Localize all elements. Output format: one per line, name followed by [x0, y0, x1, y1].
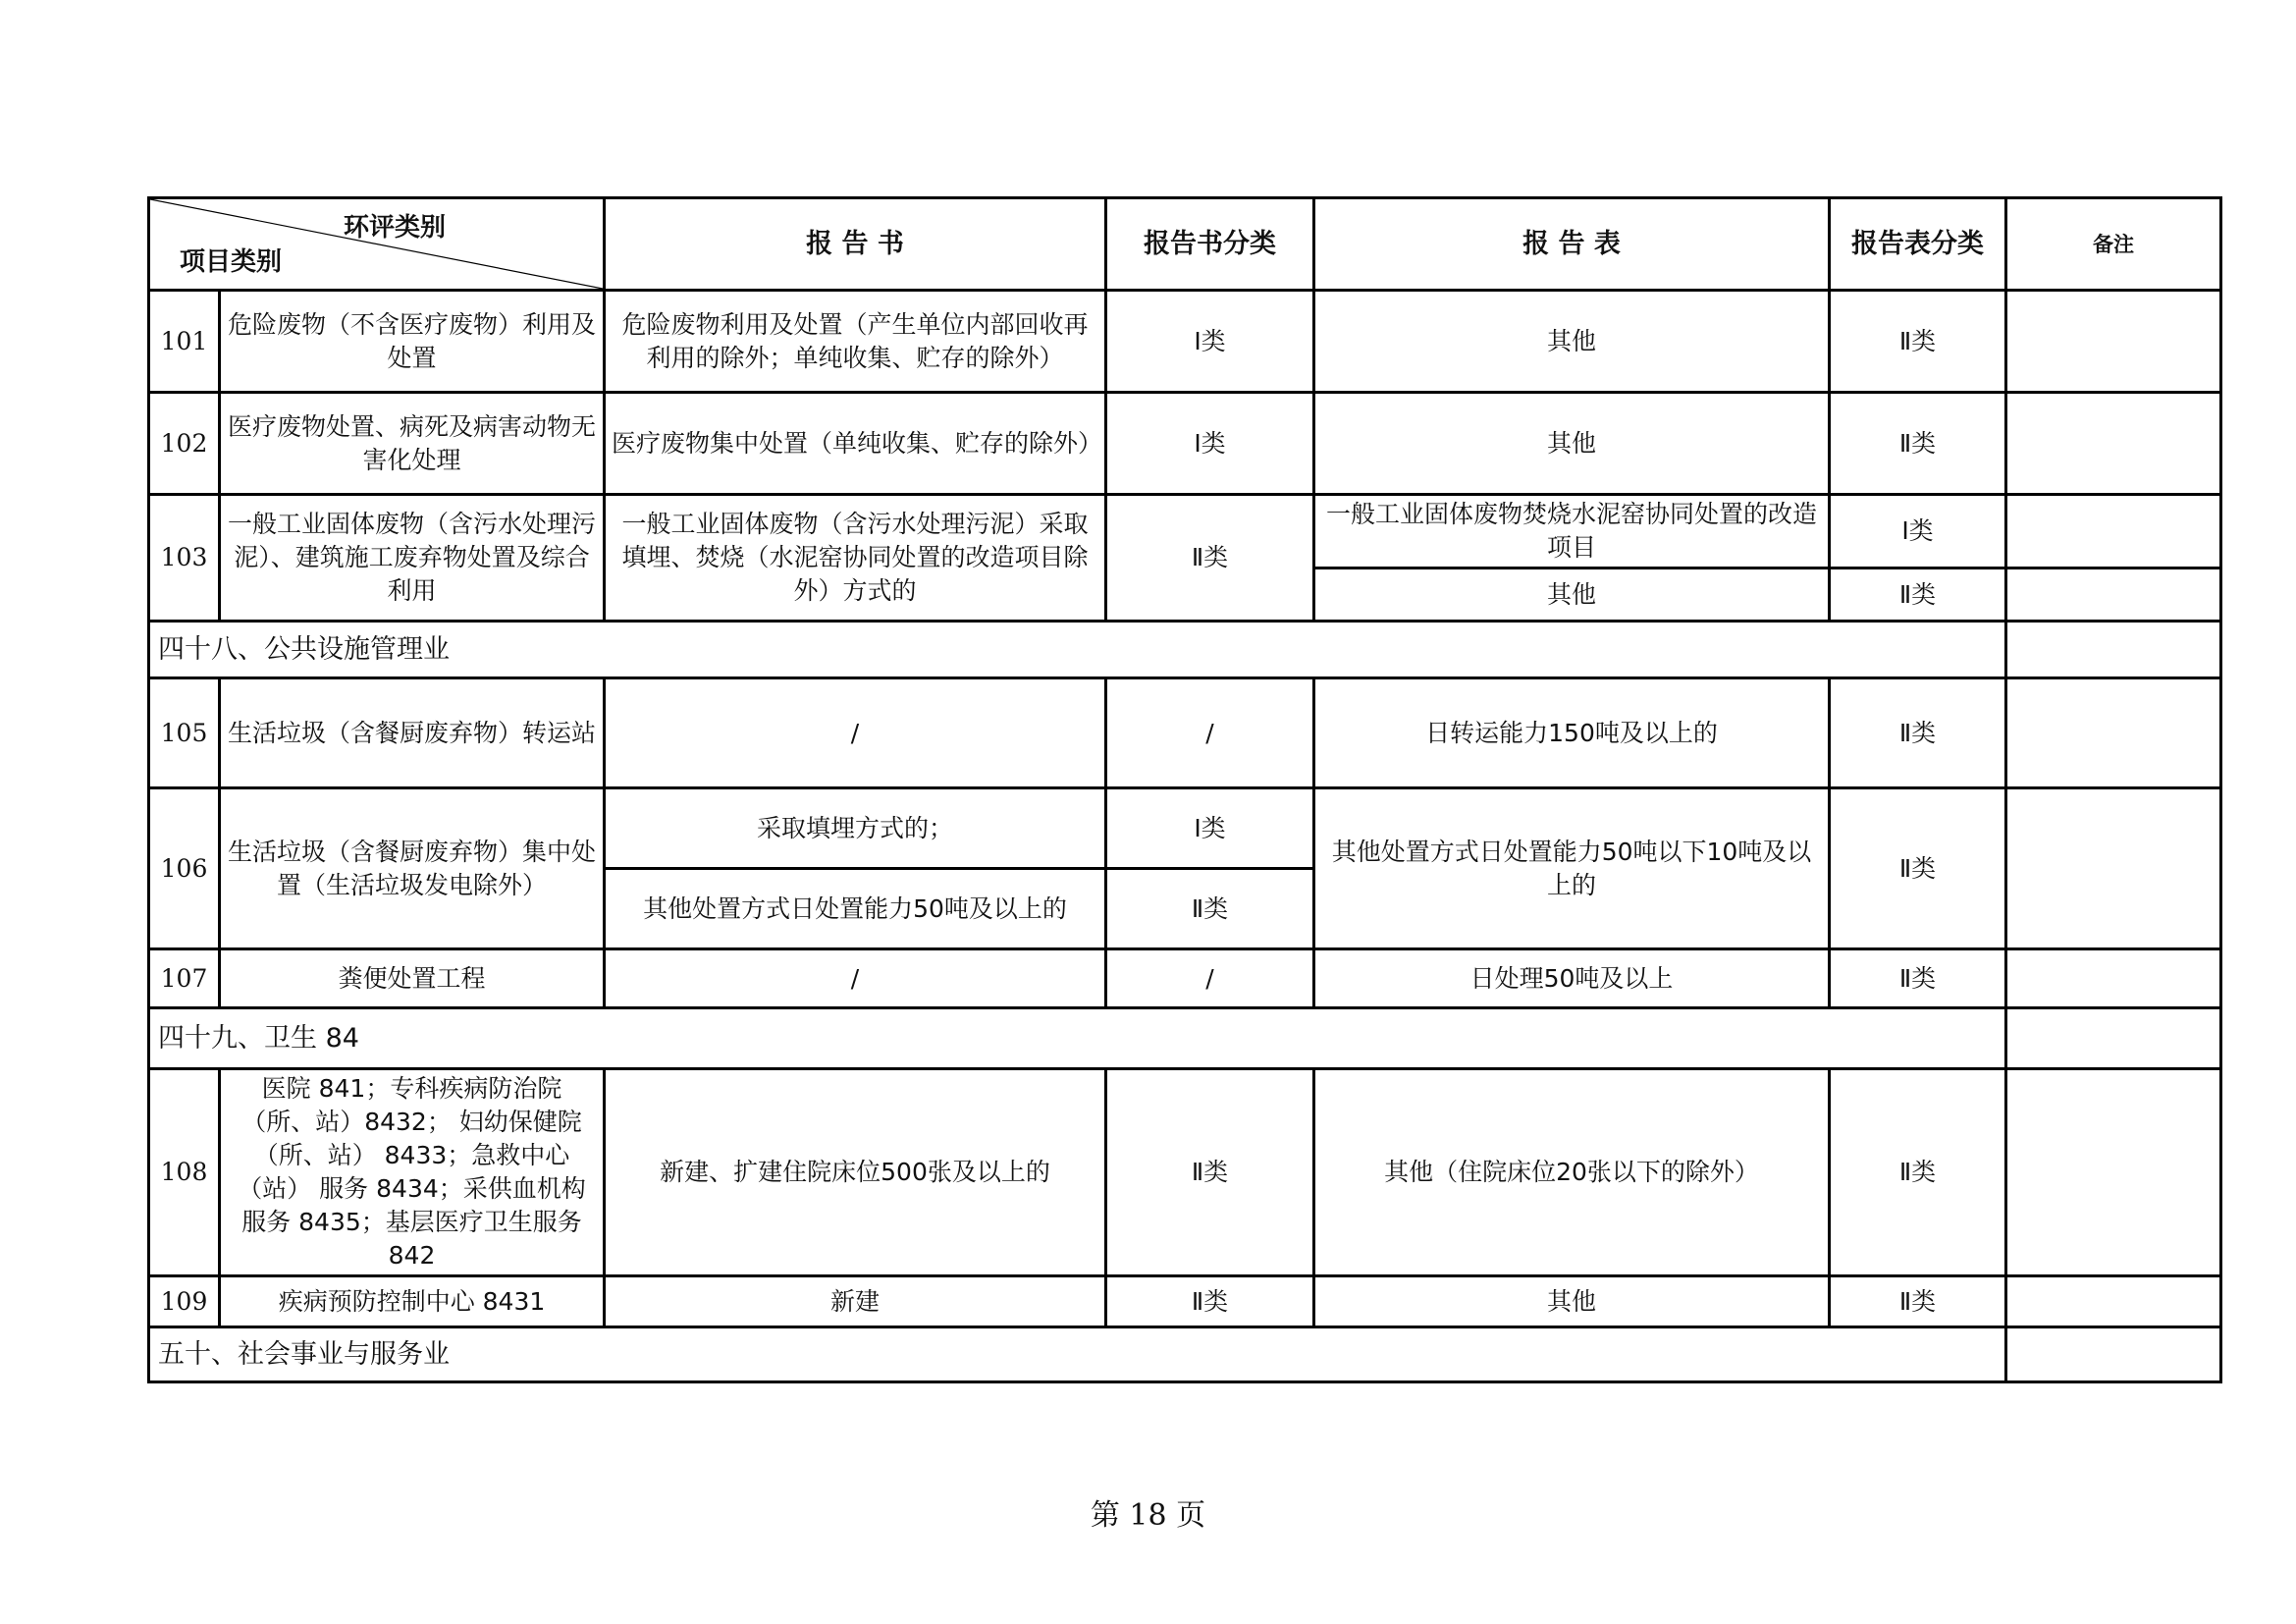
table-row — [149, 495, 2221, 568]
report-form-class-cell: Ⅱ类 — [1830, 291, 2006, 393]
classification-table — [147, 196, 2222, 1383]
report-form-class-cell: Ⅱ类 — [1830, 568, 2006, 622]
remarks-cell — [2006, 949, 2221, 1008]
header-remarks: 备注 — [2006, 198, 2221, 291]
row-number: 107 — [149, 949, 220, 1008]
project-category: 生活垃圾（含餐厨废弃物）集中处置（生活垃圾发电除外） — [220, 788, 605, 949]
report-form-class-cell: Ⅱ类 — [1830, 949, 2006, 1008]
row-number: 101 — [149, 291, 220, 393]
table-row — [149, 1069, 2221, 1276]
report-book-class-cell: Ⅰ类 — [1106, 788, 1314, 869]
report-form-cell: 一般工业固体废物焚烧水泥窑协同处置的改造项目 — [1314, 495, 1830, 568]
row-number: 102 — [149, 393, 220, 495]
report-book-class-cell: / — [1106, 949, 1314, 1008]
remarks-cell — [2006, 622, 2221, 678]
table-row — [149, 678, 2221, 788]
remarks-cell — [2006, 678, 2221, 788]
page-number: 第 18 页 — [1090, 1498, 1206, 1533]
report-form-cell: 其他 — [1314, 568, 1830, 622]
table-row — [149, 1276, 2221, 1327]
row-number: 109 — [149, 1276, 220, 1327]
report-form-cell: 其他处置方式日处置能力50吨以下10吨及以上的 — [1314, 788, 1830, 949]
remarks-cell — [2006, 1069, 2221, 1276]
project-category: 疾病预防控制中心 8431 — [220, 1276, 605, 1327]
header-report-form-class: 报告表分类 — [1830, 198, 2006, 291]
header-report-form: 报 告 表 — [1314, 198, 1830, 291]
header-project-category: 项目类别 — [180, 247, 283, 277]
project-category: 医院 841；专科疾病防治院（所、站）8432； 妇幼保健院（所、站） 8433；急救中心（站） 服务 8434；采供血机构服务 8435；基层医疗卫生服务 842 — [220, 1069, 605, 1276]
report-form-cell: 日处理50吨及以上 — [1314, 949, 1830, 1008]
remarks-cell — [2006, 393, 2221, 495]
header-row — [149, 198, 2221, 291]
remarks-cell — [2006, 1327, 2221, 1382]
report-form-cell: 其他（住院床位20张以下的除外） — [1314, 1069, 1830, 1276]
remarks-cell — [2006, 788, 2221, 949]
row-number: 106 — [149, 788, 220, 949]
report-form-class-cell: Ⅱ类 — [1830, 678, 2006, 788]
report-book-cell: 新建、扩建住院床位500张及以上的 — [605, 1069, 1106, 1276]
report-book-class-cell: / — [1106, 678, 1314, 788]
report-book-cell: 医疗废物集中处置（单纯收集、贮存的除外） — [605, 393, 1106, 495]
report-form-class-cell: Ⅱ类 — [1830, 1069, 2006, 1276]
project-category: 危险废物（不含医疗废物）利用及处置 — [220, 291, 605, 393]
header-report-book: 报 告 书 — [605, 198, 1106, 291]
project-category: 医疗废物处置、病死及病害动物无害化处理 — [220, 393, 605, 495]
remarks-cell — [2006, 291, 2221, 393]
report-book-cell: 新建 — [605, 1276, 1106, 1327]
table-row — [149, 949, 2221, 1008]
report-form-class-cell: Ⅱ类 — [1830, 788, 2006, 949]
section-row — [149, 1008, 2221, 1069]
report-book-class-cell: Ⅱ类 — [1106, 869, 1314, 949]
section-heading: 四十八、公共设施管理业 — [149, 622, 2006, 678]
section-heading: 四十九、卫生 84 — [149, 1008, 2006, 1069]
section-row — [149, 622, 2221, 678]
report-book-cell: 采取填埋方式的； — [605, 788, 1106, 869]
report-form-cell: 其他 — [1314, 1276, 1830, 1327]
remarks-cell — [2006, 495, 2221, 568]
project-category: 粪便处置工程 — [220, 949, 605, 1008]
table-row — [149, 788, 2221, 869]
section-row — [149, 1327, 2221, 1382]
remarks-cell — [2006, 1008, 2221, 1069]
report-form-cell: 日转运能力150吨及以上的 — [1314, 678, 1830, 788]
report-book-class-cell: Ⅱ类 — [1106, 1276, 1314, 1327]
project-category: 一般工业固体废物（含污水处理污泥）、建筑施工废弃物处置及综合利用 — [220, 495, 605, 622]
header-report-book-class: 报告书分类 — [1106, 198, 1314, 291]
report-book-cell: 一般工业固体废物（含污水处理污泥）采取填埋、焚烧（水泥窑协同处置的改造项目除外）方式的 — [605, 495, 1106, 622]
report-book-class-cell: Ⅰ类 — [1106, 291, 1314, 393]
report-form-cell: 其他 — [1314, 393, 1830, 495]
row-number: 103 — [149, 495, 220, 622]
report-form-class-cell: Ⅱ类 — [1830, 393, 2006, 495]
report-book-class-cell: Ⅰ类 — [1106, 393, 1314, 495]
report-book-cell: 其他处置方式日处置能力50吨及以上的 — [605, 869, 1106, 949]
row-number: 105 — [149, 678, 220, 788]
diagonal-header-cell — [149, 198, 605, 291]
report-book-class-cell: Ⅱ类 — [1106, 495, 1314, 622]
report-form-class-cell: Ⅱ类 — [1830, 1276, 2006, 1327]
report-book-cell: / — [605, 949, 1106, 1008]
section-heading: 五十、社会事业与服务业 — [149, 1327, 2006, 1382]
row-number: 108 — [149, 1069, 220, 1276]
report-form-cell: 其他 — [1314, 291, 1830, 393]
table-row — [149, 393, 2221, 495]
table-row — [149, 291, 2221, 393]
report-book-cell: 危险废物利用及处置（产生单位内部回收再利用的除外；单纯收集、贮存的除外） — [605, 291, 1106, 393]
header-eia-category: 环评类别 — [343, 213, 446, 243]
remarks-cell — [2006, 1276, 2221, 1327]
report-book-class-cell: Ⅱ类 — [1106, 1069, 1314, 1276]
remarks-cell — [2006, 568, 2221, 622]
report-book-cell: / — [605, 678, 1106, 788]
project-category: 生活垃圾（含餐厨废弃物）转运站 — [220, 678, 605, 788]
report-form-class-cell: Ⅰ类 — [1830, 495, 2006, 568]
